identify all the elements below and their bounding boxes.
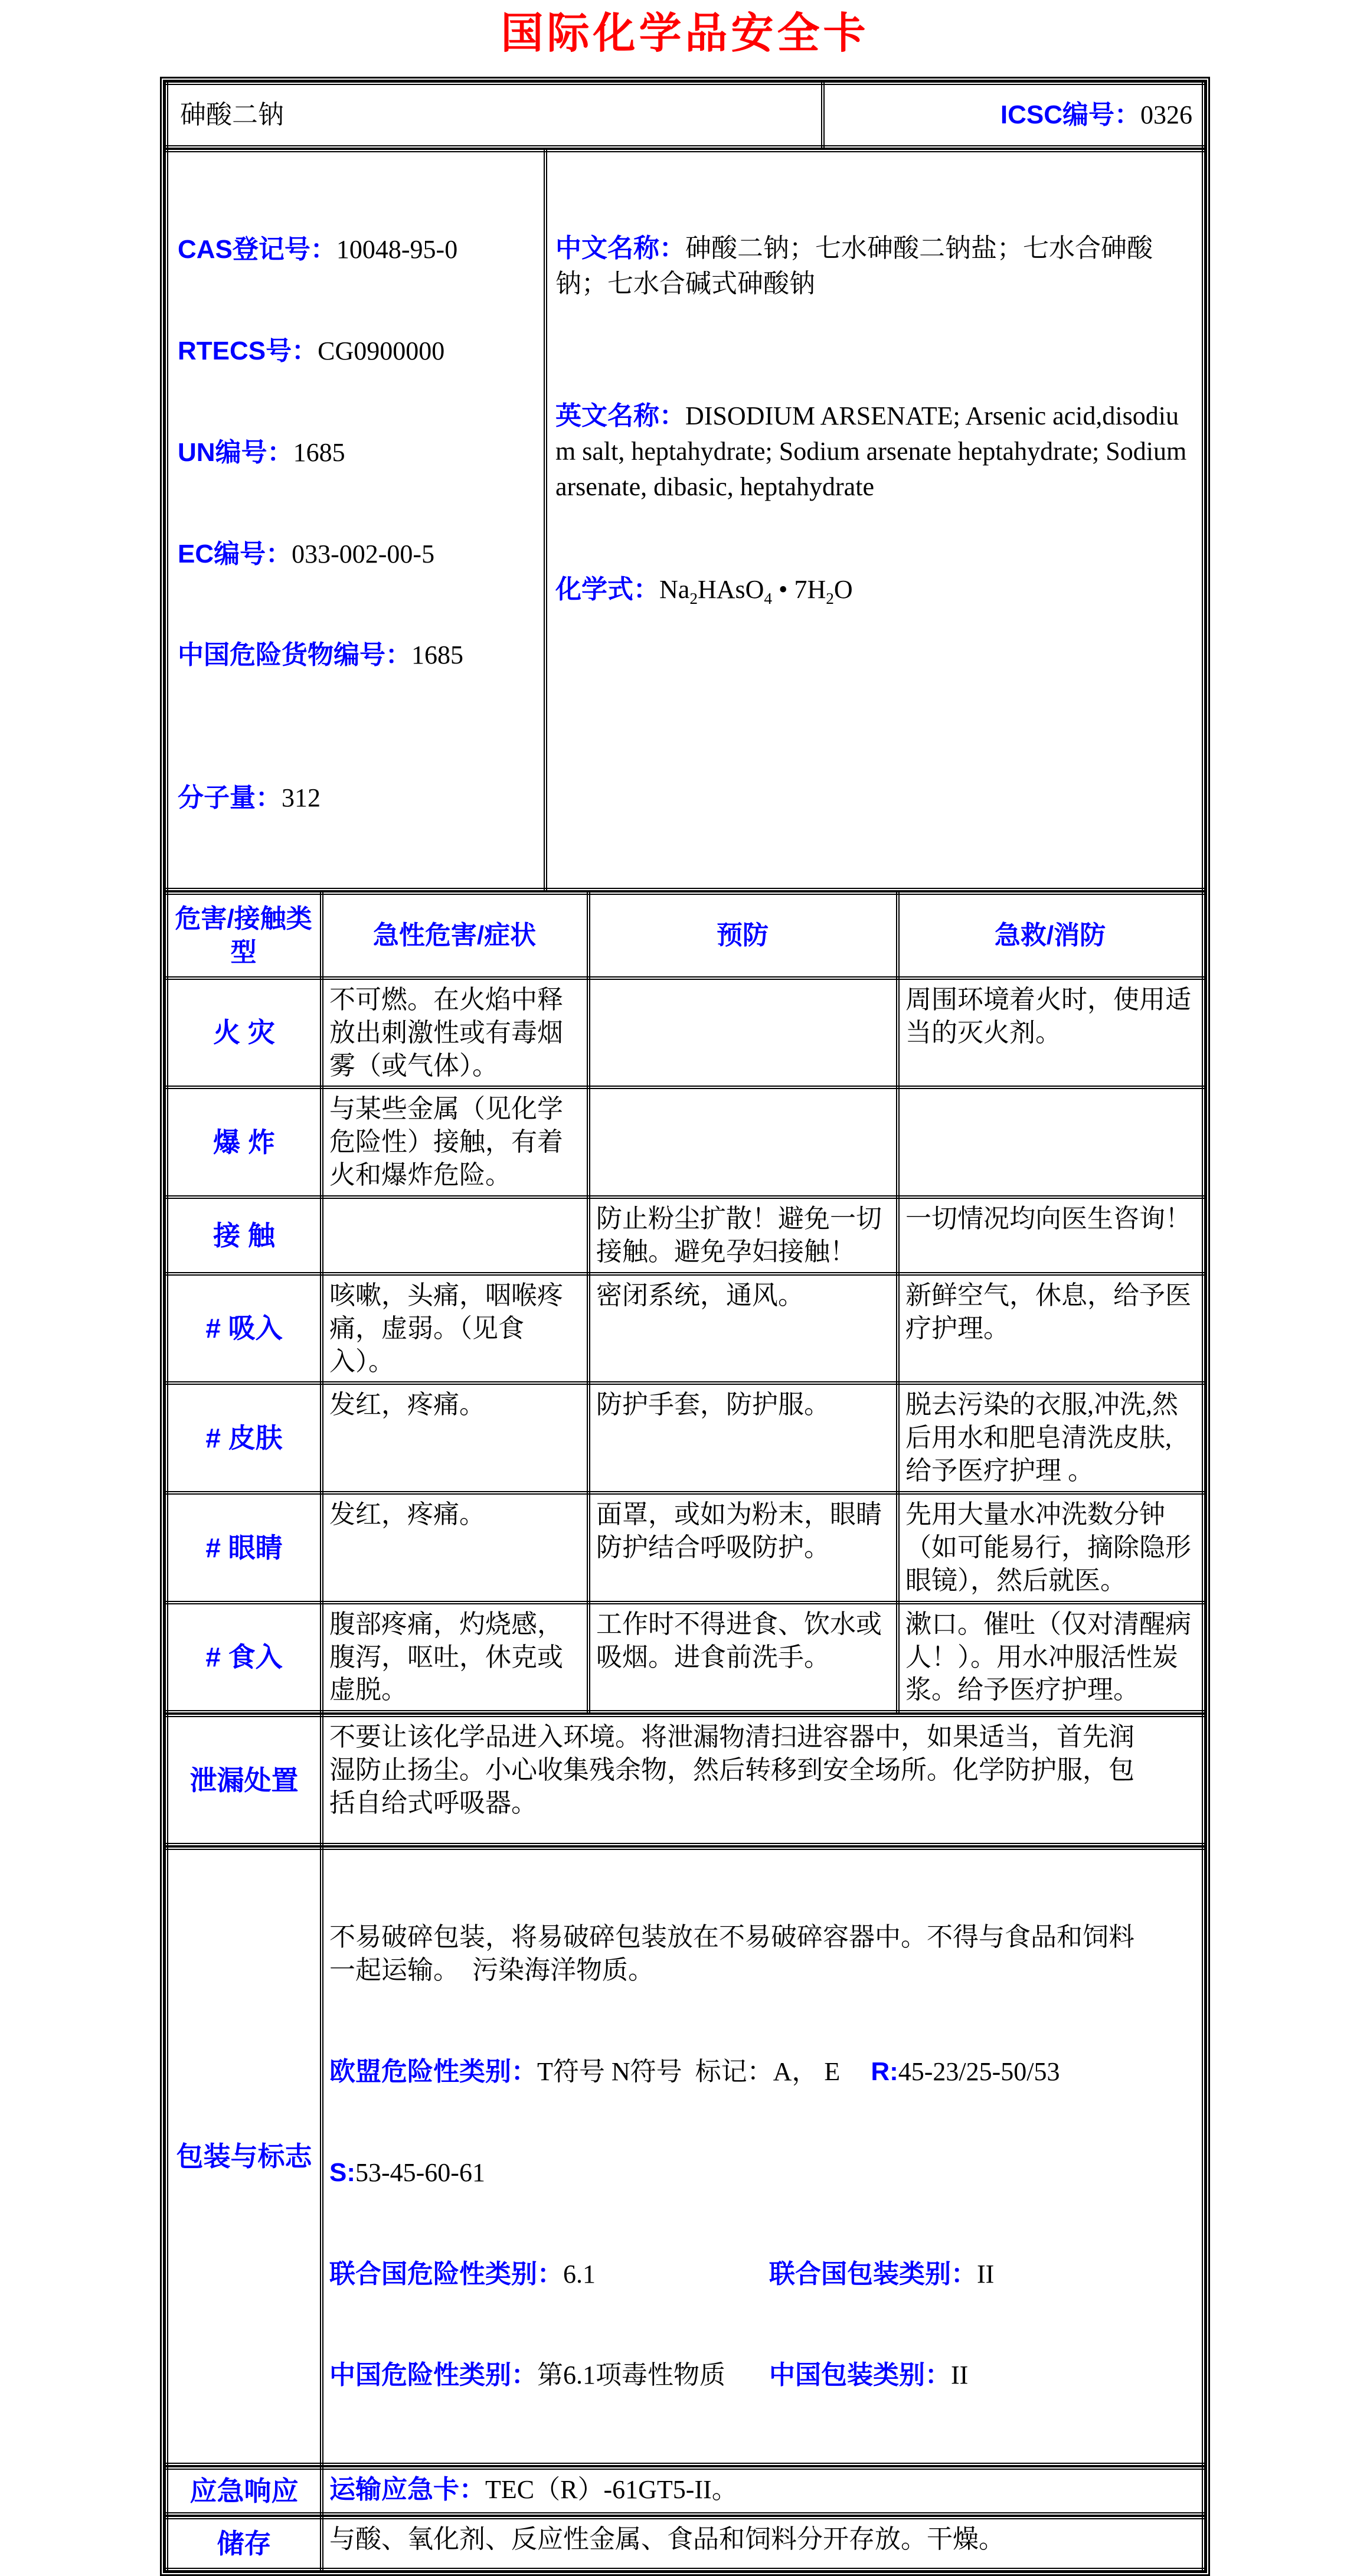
cn-packing-group <box>769 2361 968 2389</box>
formula-subscript: 2 <box>826 589 834 607</box>
transport-emergency-card-label: 运输应急卡： <box>329 2475 485 2505</box>
ec-number-label: EC编号： <box>178 539 292 568</box>
hazard-header-symptoms: 急性危害/症状 <box>322 893 588 978</box>
ingestion-row-label: # 食入 <box>166 1603 322 1712</box>
card-header-row <box>166 83 1204 147</box>
cn-packing-group-value: II <box>951 2361 969 2390</box>
storage-row-label: 储存 <box>166 2518 322 2570</box>
un-number-label: UN编号： <box>178 437 293 467</box>
exposure-prevention: 防止粉尘扩散！避免一切接触。避免孕妇接触！ <box>588 1197 898 1274</box>
eu-hazard-class-line <box>329 2055 1152 2088</box>
eyes-prevention: 面罩，或如为粉末，眼睛防护结合呼吸防护。 <box>588 1493 898 1603</box>
inhalation-symptoms: 咳嗽，头痛，咽喉疼痛，虚弱。（见食入）。 <box>322 1274 588 1384</box>
icsc-number-label: ICSC编号： <box>1000 100 1140 129</box>
cas-number-label: CAS登记号： <box>178 235 336 264</box>
identity-table <box>165 149 1205 891</box>
names-block <box>545 151 1204 890</box>
un-hazard-class-value: 6.1 <box>563 2259 596 2289</box>
emergency-row <box>166 2468 1204 2514</box>
packaging-transport-note: 不易破碎包装，将易破碎包装放在不易破碎容器中。不得与食品和饲料一起运输。 污染海洋物质。 <box>329 1923 1134 1985</box>
packaging-content <box>322 1848 1204 2464</box>
skin-row-label: # 皮肤 <box>166 1383 322 1493</box>
icsc-number-cell <box>823 83 1204 147</box>
rtecs-number-row <box>178 334 538 369</box>
r-phrases-label: R: <box>871 2057 898 2086</box>
molecular-weight-label: 分子量： <box>178 783 282 813</box>
chinese-names-value: 砷酸二钠；七水砷酸二钠盐；七水合砷酸钠；七水合碱式砷酸钠 <box>555 234 1153 299</box>
r-phrases <box>871 2057 1060 2086</box>
explosion-symptoms: 与某些金属（见化学危险性）接触，有着火和爆炸危险。 <box>322 1087 588 1197</box>
fire-symptoms: 不可燃。在火焰中释放出刺激性或有毒烟雾（或气体）。 <box>322 978 588 1088</box>
identifier-block <box>166 151 545 890</box>
cas-number-value: 10048-95-0 <box>336 235 458 264</box>
china-dg-number-label: 中国危险货物编号： <box>178 640 411 670</box>
rtecs-number-label: RTECS号： <box>178 336 318 366</box>
formula-subscript: 2 <box>689 589 698 607</box>
rtecs-number-value: CG0900000 <box>318 336 445 366</box>
cn-packing-group-label: 中国包装类别： <box>769 2361 951 2390</box>
exposure-first-aid: 一切情况均向医生咨询！ <box>898 1197 1204 1274</box>
icsc-card <box>160 77 1210 2576</box>
china-dg-number-row <box>178 638 538 673</box>
s-phrases-value: 53-45-60-61 <box>355 2158 485 2188</box>
eyes-symptoms: 发红，疼痛。 <box>322 1493 588 1603</box>
un-packing-group-value: II <box>977 2259 995 2289</box>
fire-row-label: 火 灾 <box>166 978 322 1088</box>
cn-hazard-class-label: 中国危险性类别： <box>329 2361 537 2390</box>
chinese-names-label: 中文名称： <box>555 234 685 263</box>
s-phrases <box>329 2156 1152 2189</box>
table-row-fire <box>166 978 1204 1088</box>
hazard-header-firstaid: 急救/消防 <box>898 893 1204 978</box>
inhalation-first-aid: 新鲜空气，休息，给予医疗护理。 <box>898 1274 1204 1384</box>
formula-subscript: 4 <box>764 589 773 607</box>
hazard-header-prevention: 预防 <box>588 893 898 978</box>
un-number-row <box>178 435 538 470</box>
chemical-formula-value <box>659 574 853 607</box>
cas-number-row <box>178 232 538 267</box>
cn-hazard-class-value: 第6.1项毒性物质 <box>537 2361 725 2390</box>
skin-first-aid: 脱去污染的衣服,冲洗,然后用水和肥皂清洗皮肤,给予医疗护理 。 <box>898 1383 1204 1493</box>
storage-text: 与酸、氧化剂、反应性金属、食品和饲料分开存放。干燥。 <box>322 2518 1204 2570</box>
spill-text: 不要让该化学品进入环境。将泄漏物清扫进容器中，如果适当，首先润湿防止扬尘。小心收集残余物，然后转移到安全场所。化学防护服，包括自给式呼吸器。 <box>322 1715 1204 1845</box>
packaging-section <box>165 1846 1205 2466</box>
chemical-name: 砷酸二钠 <box>166 83 823 147</box>
storage-row <box>166 2518 1204 2570</box>
un-number-value: 1685 <box>293 437 345 467</box>
fire-prevention <box>588 978 898 1088</box>
china-dg-number-value: 1685 <box>411 640 463 670</box>
ingestion-symptoms: 腹部疼痛，灼烧感，腹泻，呕吐，休克或虚脱。 <box>322 1603 588 1712</box>
formula-part: O <box>833 574 853 604</box>
molecular-weight-row <box>178 780 538 816</box>
emergency-row-label: 应急响应 <box>166 2468 322 2514</box>
formula-part: HAsO <box>697 574 764 604</box>
r-phrases-value: 45-23/25-50/53 <box>898 2057 1060 2086</box>
explosion-first-aid <box>898 1087 1204 1197</box>
table-row-eyes <box>166 1493 1204 1603</box>
eyes-first-aid: 先用大量水冲洗数分钟（如可能易行，摘除隐形眼镜），然后就医。 <box>898 1493 1204 1603</box>
card-wrapper <box>0 77 1370 2576</box>
skin-prevention: 防护手套，防护服。 <box>588 1383 898 1493</box>
hazard-header-row <box>166 893 1204 978</box>
formula-part: Na <box>659 574 690 604</box>
card-header-table <box>165 81 1205 149</box>
eu-hazard-class-label: 欧盟危险性类别： <box>329 2057 537 2086</box>
cn-class-line <box>329 2359 1152 2392</box>
hazard-header-type: 危害/接触类型 <box>166 893 322 978</box>
spill-row <box>166 1715 1204 1845</box>
exposure-row-label: 接 触 <box>166 1197 322 1274</box>
chemical-formula-label: 化学式： <box>555 574 659 604</box>
chemical-formula <box>555 572 1192 616</box>
un-hazard-class-label: 联合国危险性类别： <box>329 2259 563 2289</box>
packaging-row-label: 包装与标志 <box>166 1848 322 2464</box>
un-hazard-class <box>329 2258 769 2291</box>
s-phrases-label: S: <box>329 2158 355 2188</box>
explosion-row-label: 爆 炸 <box>166 1087 322 1197</box>
cn-hazard-class <box>329 2359 769 2392</box>
table-row-ingestion <box>166 1603 1204 1712</box>
hazard-table <box>165 891 1205 1714</box>
exposure-symptoms <box>322 1197 588 1274</box>
table-row-inhalation <box>166 1274 1204 1384</box>
english-names <box>555 398 1192 505</box>
transport-emergency-card-value: TEC（R）-61GT5-II。 <box>485 2475 738 2505</box>
table-row-exposure <box>166 1197 1204 1274</box>
formula-part: • 7H <box>772 574 826 604</box>
spill-section <box>165 1714 1205 1846</box>
un-packing-group-label: 联合国包装类别： <box>769 2259 977 2289</box>
fire-first-aid: 周围环境着火时，使用适当的灭火剂。 <box>898 978 1204 1088</box>
un-packing-group <box>769 2260 994 2289</box>
skin-symptoms: 发红，疼痛。 <box>322 1383 588 1493</box>
english-names-label: 英文名称： <box>555 401 685 431</box>
ingestion-prevention: 工作时不得进食、饮水或吸烟。进食前洗手。 <box>588 1603 898 1712</box>
ingestion-first-aid: 漱口。催吐（仅对清醒病人！）。用水冲服活性炭浆。给予医疗护理。 <box>898 1603 1204 1712</box>
table-row-explosion <box>166 1087 1204 1197</box>
identity-row <box>166 151 1204 890</box>
emergency-section <box>165 2466 1205 2516</box>
packaging-row <box>166 1848 1204 2464</box>
chinese-names <box>555 231 1192 302</box>
eyes-row-label: # 眼睛 <box>166 1493 322 1603</box>
ec-number-value: 033-002-00-5 <box>292 539 435 568</box>
explosion-prevention <box>588 1087 898 1197</box>
molecular-weight-value: 312 <box>282 783 321 813</box>
eu-hazard-class-value: T符号 N符号 标记：A， E <box>537 2057 841 2086</box>
icsc-number-value: 0326 <box>1140 100 1192 129</box>
emergency-content <box>322 2468 1204 2514</box>
un-class-line <box>329 2258 1152 2291</box>
page-title: 国际化学品安全卡 <box>501 10 869 57</box>
storage-section <box>165 2516 1205 2571</box>
spill-row-label: 泄漏处置 <box>166 1715 322 1845</box>
ec-number-row <box>178 537 538 572</box>
inhalation-row-label: # 吸入 <box>166 1274 322 1384</box>
english-names-value: DISODIUM ARSENATE; Arsenic acid,disodium salt, heptahydrate; Sodium arsenate heptahydrate; Sodium arsenate, dibasic, heptahydrate <box>555 401 1194 502</box>
inhalation-prevention: 密闭系统，通风。 <box>588 1274 898 1384</box>
table-row-skin <box>166 1383 1204 1493</box>
